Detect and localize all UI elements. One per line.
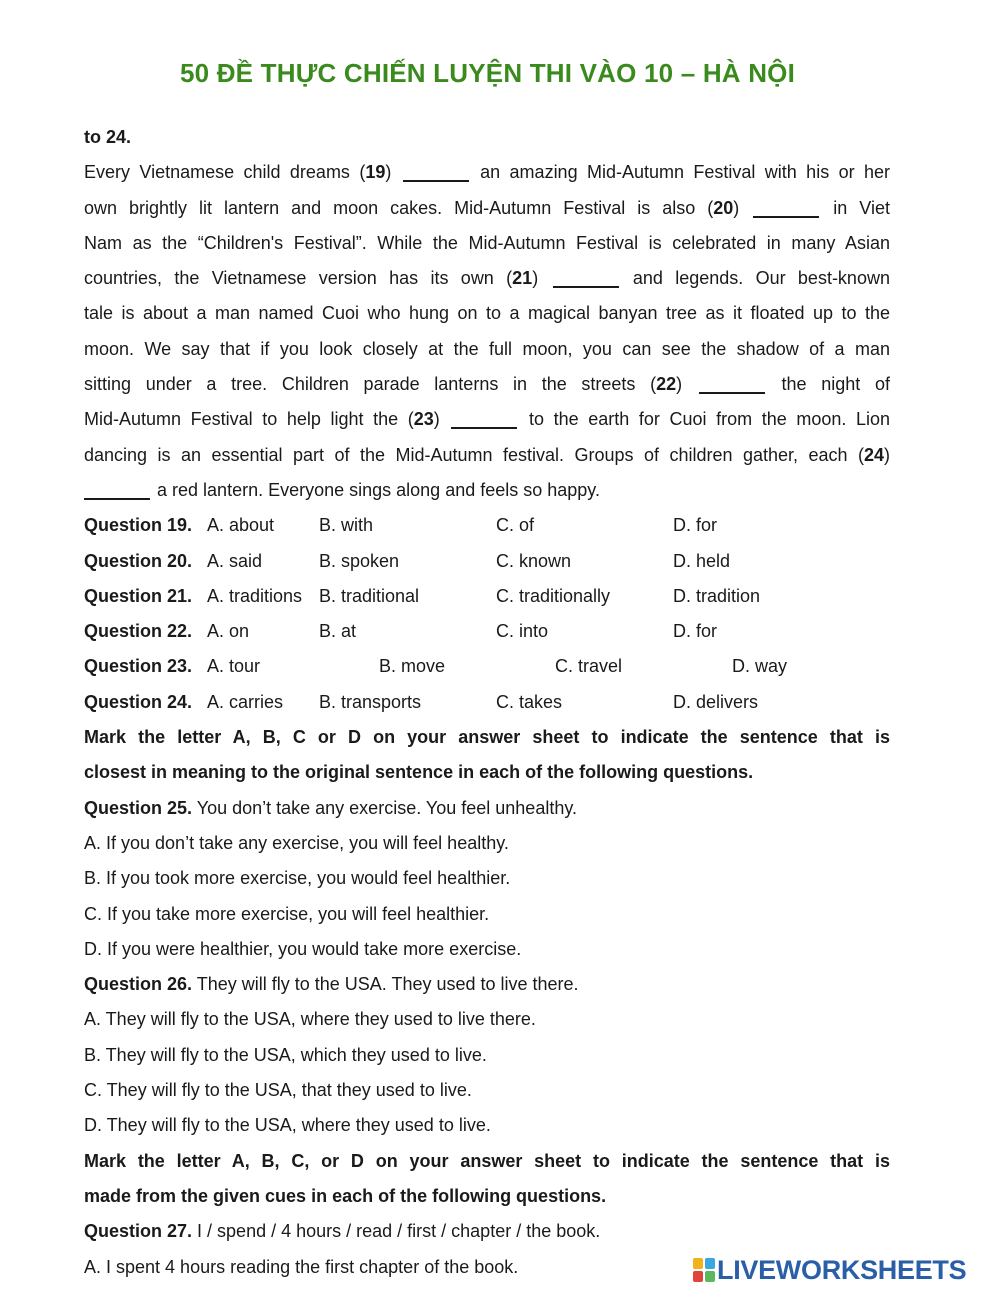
passage-line: Every Vietnamese child dreams (19) an amazing Mid-Autumn Festival with his or her — [84, 162, 890, 183]
option-d[interactable]: D. for — [673, 621, 718, 642]
option-d[interactable]: D. If you were healthier, you would take more exercise. — [84, 938, 522, 959]
option-c[interactable]: C. If you take more exercise, you will feel healthier. — [84, 903, 490, 924]
option-b[interactable]: B. If you took more exercise, you would feel healthier. — [84, 868, 511, 889]
option-c[interactable]: C. travel — [555, 656, 623, 677]
blank-23[interactable] — [451, 407, 517, 429]
question-23: Question 23. A. tour B. move C. travel D. way — [84, 649, 890, 684]
option-a[interactable]: A. on — [207, 621, 250, 642]
option-a[interactable]: A. carries — [207, 691, 284, 712]
section-instruction: Mark the letter A, B, C, or D on your answer sheet to indicate the sentence that is — [84, 1150, 890, 1171]
question-26: Question 26. They will fly to the USA. They used to live there. — [84, 974, 579, 995]
passage-intro: to 24. — [84, 127, 132, 147]
question-21: Question 21. A. traditions B. traditional C. traditionally D. tradition — [84, 579, 890, 614]
passage-line: dancing is an essential part of the Mid-Autumn festival. Groups of children gather, each (24) — [84, 444, 890, 465]
option-c[interactable]: C. of — [496, 515, 535, 536]
option-a[interactable]: A. said — [207, 550, 263, 571]
passage-line: Nam as the “Children's Festival”. While the Mid-Autumn Festival is celebrated in many Asian — [84, 232, 890, 253]
option-a[interactable]: A. I spent 4 hours reading the first chapter of the book. — [84, 1256, 519, 1277]
option-b[interactable]: B. move — [379, 656, 446, 677]
option-a[interactable]: A. tour — [207, 656, 261, 677]
option-b[interactable]: B. with — [319, 515, 374, 536]
blank-21[interactable] — [553, 266, 619, 288]
option-c[interactable]: C. takes — [496, 691, 563, 712]
blank-22[interactable] — [699, 372, 765, 394]
option-a[interactable]: A. If you don’t take any exercise, you will feel healthy. — [84, 832, 509, 853]
option-a[interactable]: A. traditions — [207, 585, 303, 606]
option-d[interactable]: D. for — [673, 515, 718, 536]
liveworksheets-text: LIVEWORKSHEETS — [717, 1254, 967, 1285]
worksheet-content — [84, 120, 890, 1285]
section-instruction: made from the given cues in each of the following questions. — [84, 1185, 607, 1206]
question-22: Question 22. A. on B. at C. into D. for — [84, 614, 890, 649]
blank-19[interactable] — [403, 160, 469, 182]
option-a[interactable]: A. about — [207, 515, 275, 536]
section-instruction: Mark the letter A, B, C or D on your answer sheet to indicate the sentence that is — [84, 727, 890, 748]
option-d[interactable]: D. tradition — [673, 585, 761, 606]
question-25: Question 25. You don’t take any exercise. You feel unhealthy. — [84, 797, 578, 818]
option-d[interactable]: D. way — [732, 656, 788, 677]
option-b[interactable]: B. They will fly to the USA, which they used to live. — [84, 1044, 487, 1065]
option-c[interactable]: C. into — [496, 621, 549, 642]
option-d[interactable]: D. delivers — [673, 691, 759, 712]
option-b[interactable]: B. spoken — [319, 550, 400, 571]
option-b[interactable]: B. transports — [319, 691, 422, 712]
question-27: Question 27. I / spend / 4 hours / read / first / chapter / the book. — [84, 1221, 601, 1242]
passage-line: Mid-Autumn Festival to help light the (23) to the earth for Cuoi from the moon. Lion — [84, 409, 890, 430]
passage-line: countries, the Vietnamese version has its own (21) and legends. Our best-known — [84, 268, 890, 289]
blank-20[interactable] — [753, 196, 819, 218]
option-b[interactable]: B. traditional — [319, 585, 420, 606]
question-20: Question 20. A. said B. spoken C. known D. held — [84, 544, 890, 579]
option-c[interactable]: C. traditionally — [496, 585, 611, 606]
blank-24[interactable] — [84, 478, 150, 500]
passage-line: a red lantern. Everyone sings along and feels so happy. — [84, 473, 890, 508]
liveworksheets-watermark[interactable] — [693, 1253, 966, 1287]
option-d[interactable]: D. held — [673, 550, 731, 571]
question-19: Question 19. A. about B. with C. of D. for — [84, 508, 890, 543]
passage-line: moon. We say that if you look closely at the full moon, you can see the shadow of a man — [84, 338, 890, 359]
option-c[interactable]: C. They will fly to the USA, that they used to live. — [84, 1080, 472, 1101]
page-title: 50 ĐỀ THỰC CHIẾN LUYỆN THI VÀO 10 – HÀ NỘI — [179, 58, 796, 88]
option-c[interactable]: C. known — [496, 550, 572, 571]
passage-line: own brightly lit lantern and moon cakes. Mid-Autumn Festival is also (20) in Viet — [84, 197, 890, 218]
liveworksheets-logo-icon — [693, 1258, 715, 1282]
option-a[interactable]: A. They will fly to the USA, where they used to live there. — [84, 1009, 536, 1030]
passage-line: sitting under a tree. Children parade lanterns in the streets (22) the night of — [84, 374, 890, 395]
section-instruction: closest in meaning to the original sentence in each of the following questions. — [84, 762, 754, 783]
option-b[interactable]: B. at — [319, 621, 357, 642]
passage-line: tale is about a man named Cuoi who hung on to a magical banyan tree as it floated up to the — [84, 303, 890, 324]
option-d[interactable]: D. They will fly to the USA, where they used to live. — [84, 1115, 491, 1136]
question-24: Question 24. A. carries B. transports C. takes D. delivers — [84, 685, 890, 720]
